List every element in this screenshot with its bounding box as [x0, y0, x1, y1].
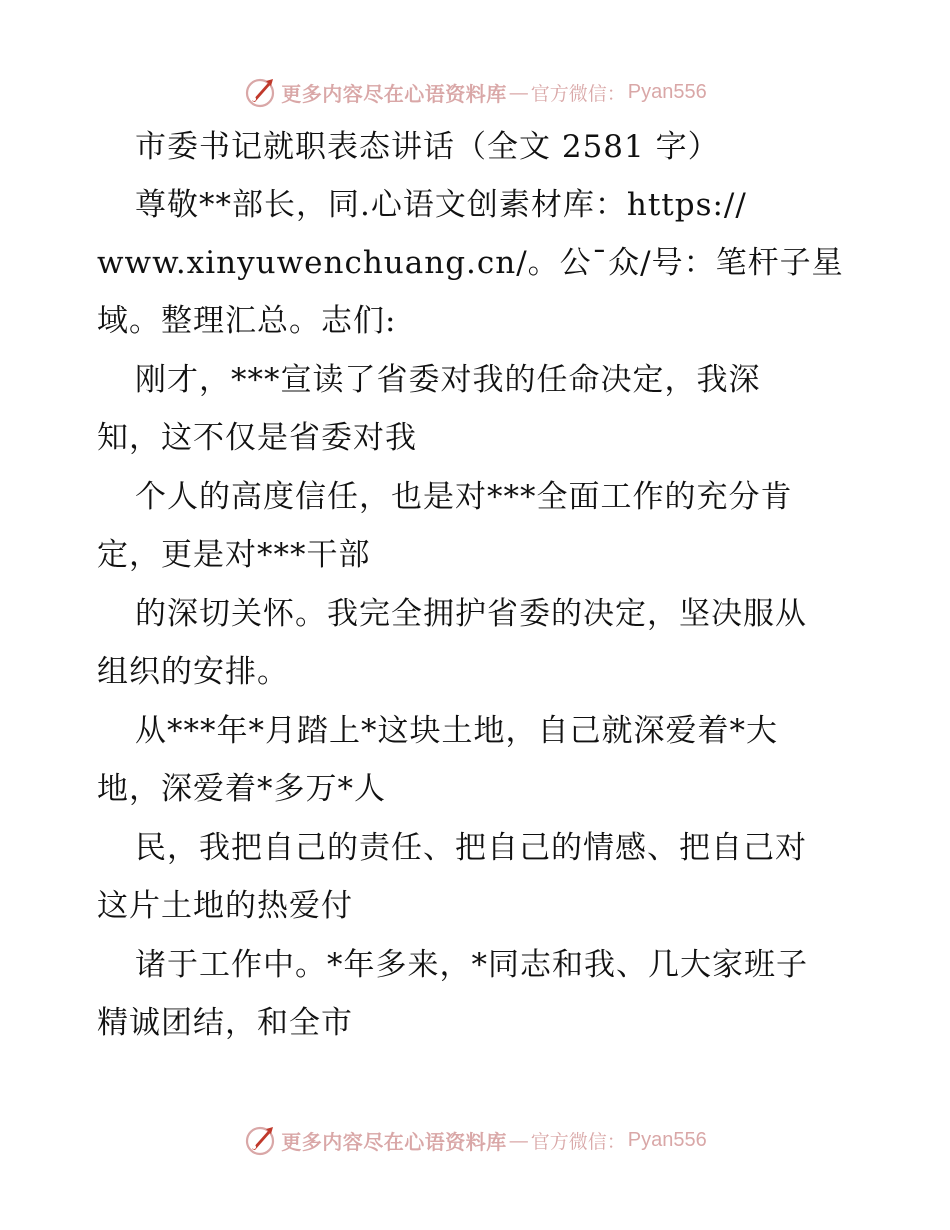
quill-logo-icon: [243, 1123, 277, 1157]
paragraph-line: 地，深爱着*多万*人: [97, 771, 386, 807]
watermark-site-name: 更多内容尽在心语资料库: [281, 81, 507, 106]
watermark-wechat-id: Pyan556: [627, 80, 707, 103]
paragraph-line: 诸于工作中。*年多来，*同志和我、几大家班子: [135, 947, 808, 983]
paragraph-line: 知，这不仅是省委对我: [97, 420, 417, 456]
watermark-wechat-label: 官方微信：: [530, 1130, 626, 1153]
watermark-site-name: 更多内容尽在心语资料库: [281, 1129, 507, 1154]
paragraph-line: 个人的高度信任，也是对***全面工作的充分肯: [135, 479, 793, 515]
watermark-separator: —: [508, 80, 529, 104]
paragraph-line: 的深切关怀。我完全拥护省委的决定，坚决服从: [135, 596, 807, 632]
paragraph-line: 刚才，***宣读了省委对我的任命决定，我深: [135, 362, 761, 398]
watermark-separator: —: [508, 1128, 529, 1152]
footer-watermark-banner: [0, 1120, 950, 1160]
paragraph-line: 民，我把自己的责任、把自己的情感、把自己对: [135, 830, 807, 866]
document-title: 市委书记就职表态讲话（全文 2581 字）: [135, 129, 720, 165]
paragraph-line: 组织的安排。: [97, 654, 289, 690]
paragraph-line: www.xinyuwenchuang.cn/。公¯众/号：笔杆子星: [97, 245, 844, 281]
paragraph-line: 精诚团结，和全市: [97, 1005, 353, 1041]
watermark-wechat-label: 官方微信：: [530, 82, 626, 105]
watermark-wechat-id: Pyan556: [627, 1128, 707, 1151]
paragraph-line: 域。整理汇总。志们:: [97, 303, 397, 339]
paragraph-line: 这片土地的热爱付: [97, 888, 353, 924]
paragraph-line: 定，更是对***干部: [97, 537, 371, 573]
quill-logo-icon: [243, 75, 277, 109]
paragraph-line: 从***年*月踏上*这块土地，自己就深爱着*大: [135, 713, 778, 749]
header-watermark-banner: [0, 72, 950, 112]
paragraph-line: 尊敬**部长，同.心语文创素材库：https://: [135, 187, 747, 223]
